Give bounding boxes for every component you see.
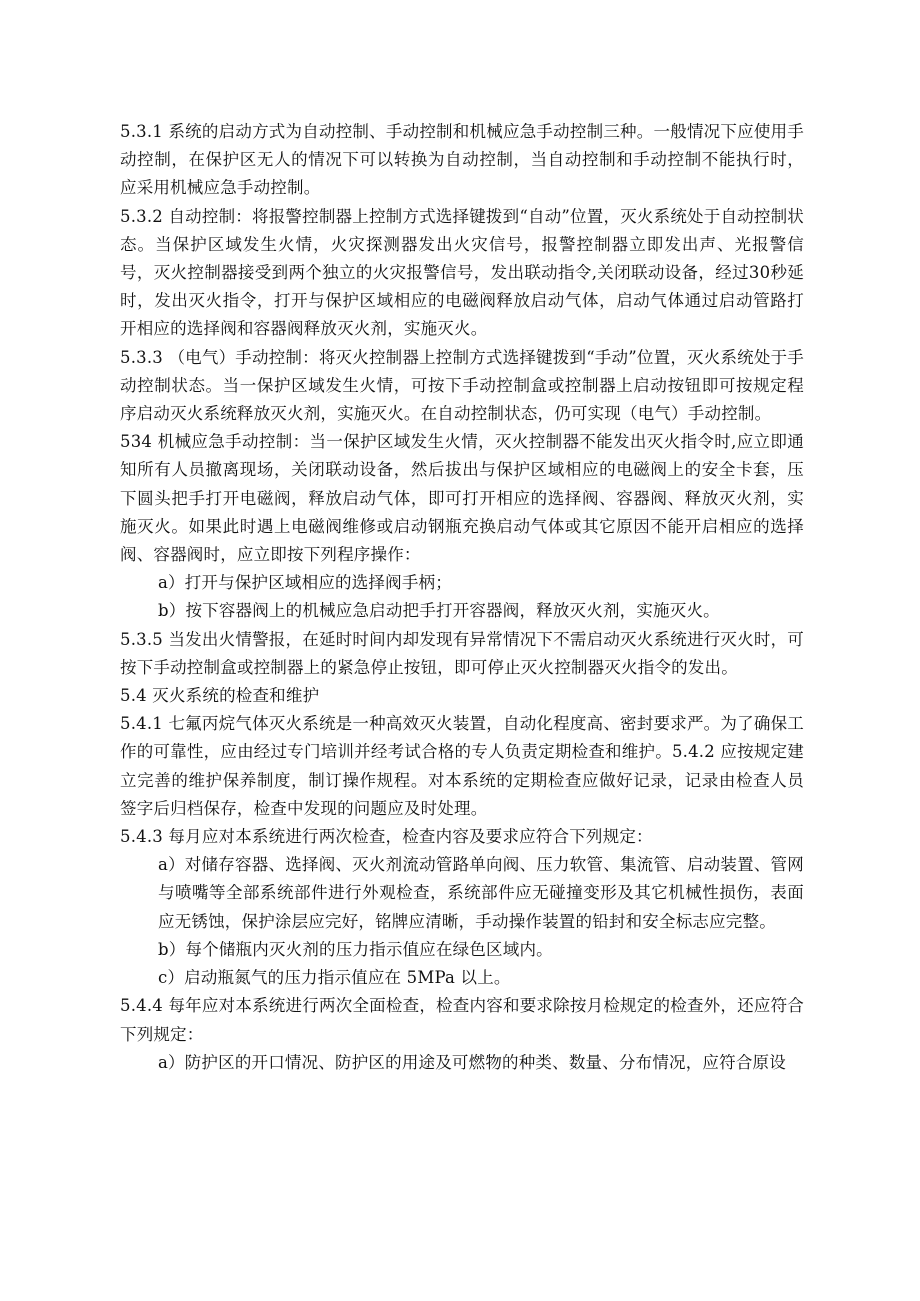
list-item-5-4-3-c: c）启动瓶氮气的压力指示值应在 5MPa 以上。 [158,968,511,988]
paragraph-5-3-5: 5.3.5 当发出火情警报，在延时时间内却发现有异常情况下不需启动灭火系统进行灭火时，可按下手动控制盒或控制器上的紧急停止按钮，即可停止灭火控制器灭火指令的发出。 [120,629,804,677]
list-item-5-3-4-a: a）打开与保护区域相应的选择阀手柄； [158,573,452,593]
list-item-5-4-3-a: a）对储存容器、选择阀、灭火剂流动管路单向阀、压力软管、集流管、启动装置、管网与喷嘴等全部系统部件进行外观检查，系统部件应无碰撞变形及其它机械性损伤，表面应无锈蚀，保护涂层应完好，铭牌应清晰，手动操作装置的铅封和安全标志应完整。 [158,855,804,931]
paragraph-5-3-2: 5.3.2 自动控制：将报警控制器上控制方式选择键拨到“自动”位置，灭火系统处于自动控制状态。当保护区域发生火情，火灾探测器发出火灾信号，报警控制器立即发出声、光报警信号，灭火控制器接受到两个独立的火灾报警信号，发出联动指令,关闭联动设备，经过30秒延时，发出灭火指令，打开与保护区域相应的电磁阀释放启动气体，启动气体通过启动管路打开相应的选择阀和容器阀释放灭火剂，实施灭火。 [120,206,804,339]
paragraph-5-3-3: 5.3.3 （电气）手动控制：将灭火控制器上控制方式选择键拨到“手动”位置，灭火系统处于手动控制状态。当一保护区域发生火情，可按下手动控制盒或控制器上启动按钮即可按规定程序启动灭火系统释放灭火剂，实施灭火。在自动控制状态，仍可实现（电气）手动控制。 [120,347,804,424]
list-item-5-3-4-b: b）按下容器阀上的机械应急启动把手打开容器阀，释放灭火剂，实施灭火。 [158,601,720,621]
paragraph-5-4-1: 5.4.1 七氟丙烷气体灭火系统是一种高效灭火装置，自动化程度高、密封要求严。为了确保工作的可靠性，应由经过专门培训并经考试合格的专人负责定期检查和维护。5.4.2 应按规定建立完善的维护保养制度，制订操作规程。对本系统的定期检查应做好记录，记录由检查人员签字后归档保存，检查中发现的问题应及时处理。 [120,714,804,818]
paragraph-5-3-4: 534 机械应急手动控制：当一保护区域发生火情，灭火控制器不能发出灭火指令时,应立即通知所有人员撤离现场，关闭联动设备，然后拔出与保护区域相应的电磁阀上的安全卡套，压下圆头把手打开电磁阀，释放启动气体，即可打开相应的选择阀、容器阀、释放灭火剂，实施灭火。如果此时遇上电磁阀维修或启动钢瓶充换启动气体或其它原因不能开启相应的选择阀、容器阀时，应立即按下列程序操作： [120,432,804,565]
paragraph-5-3-1: 5.3.1 系统的启动方式为自动控制、手动控制和机械应急手动控制三种。一般情况下应使用手动控制，在保护区无人的情况下可以转换为自动控制，当自动控制和手动控制不能执行时，应采用机械应急手动控制。 [120,122,804,198]
document-body [120,118,804,1077]
list-item-5-4-4-a: a）防护区的开口情况、防护区的用途及可燃物的种类、数量、分布情况，应符合原设 [158,1052,786,1072]
list-item-5-4-3-b: b）每个储瓶内灭火剂的压力指示值应在绿色区域内。 [158,939,553,959]
paragraph-5-4-4: 5.4.4 每年应对本系统进行两次全面检查，检查内容和要求除按月检规定的检查外，还应符合下列规定： [120,996,804,1044]
paragraph-5-4-3: 5.4.3 每月应对本系统进行两次检查，检查内容及要求应符合下列规定： [120,827,653,847]
section-heading-5-4: 5.4 灭火系统的检查和维护 [120,686,320,706]
